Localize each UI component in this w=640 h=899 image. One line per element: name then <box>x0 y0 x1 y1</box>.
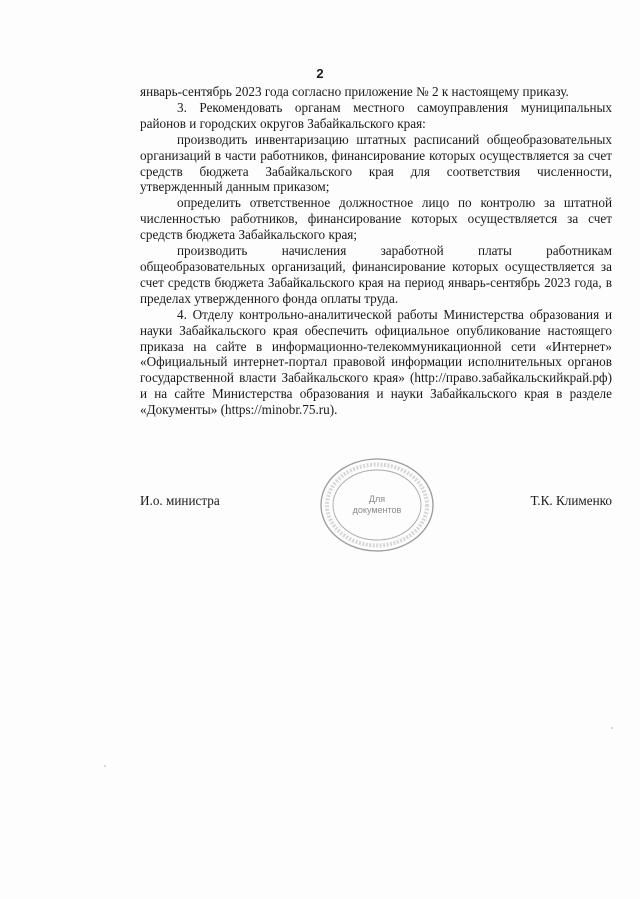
stamp-text-line1: Для <box>368 494 386 504</box>
paragraph-item-4: 4. Отделу контрольно-аналитической работы Министерства образования и науки Забайкальского края обеспечить официальное опубликование настоящего приказа на сайте в информационно-телекоммуникационной сети «Интернет» «Официальный интернет-портал правовой информации исполнительных органов государственной власти Забайкальского края» (http://право.забайкальскийкрай.рф) и на сайте Министерства образования и науки Забайкальского края в разделе «Документы» (https://minobr.75.ru). <box>140 306 612 418</box>
signatory-name: Т.К. Клименко <box>530 493 612 508</box>
page-number: 2 <box>316 66 324 81</box>
scan-speck <box>104 765 106 767</box>
stamp-text-line2: документов <box>352 505 402 515</box>
paragraph-inventory: производить инвентаризацию штатных расписаний общеобразовательных организаций в части работников, финансирование которых осуществляется за счет средств бюджета Забайкальского края для соответствия численности, утвержденный данным приказом; <box>140 131 612 195</box>
paragraph-continuation: январь-сентябрь 2023 года согласно приложение № 2 к настоящему приказу. <box>140 84 569 99</box>
paragraph-salary: производить начисления заработной платы работникам общеобразовательных организаций, финансирование которых осуществляется за счет средств бюджета Забайкальского края на период январь-сентябрь 2023 года, в пределах утвержденного фонда оплаты труда. <box>140 243 612 306</box>
document-body <box>140 84 612 418</box>
official-stamp <box>318 455 436 555</box>
paragraph-item-3: 3. Рекомендовать органам местного самоуправления муниципальных районов и городских округов Забайкальского края: <box>140 99 612 131</box>
paragraph-responsible-person: определить ответственное должностное лицо по контролю за штатной численностью работников, финансирование которых осуществляется за счет средств бюджета Забайкальского края; <box>140 195 612 243</box>
signatory-title: И.о. министра <box>140 493 220 508</box>
scan-speck <box>611 727 613 729</box>
